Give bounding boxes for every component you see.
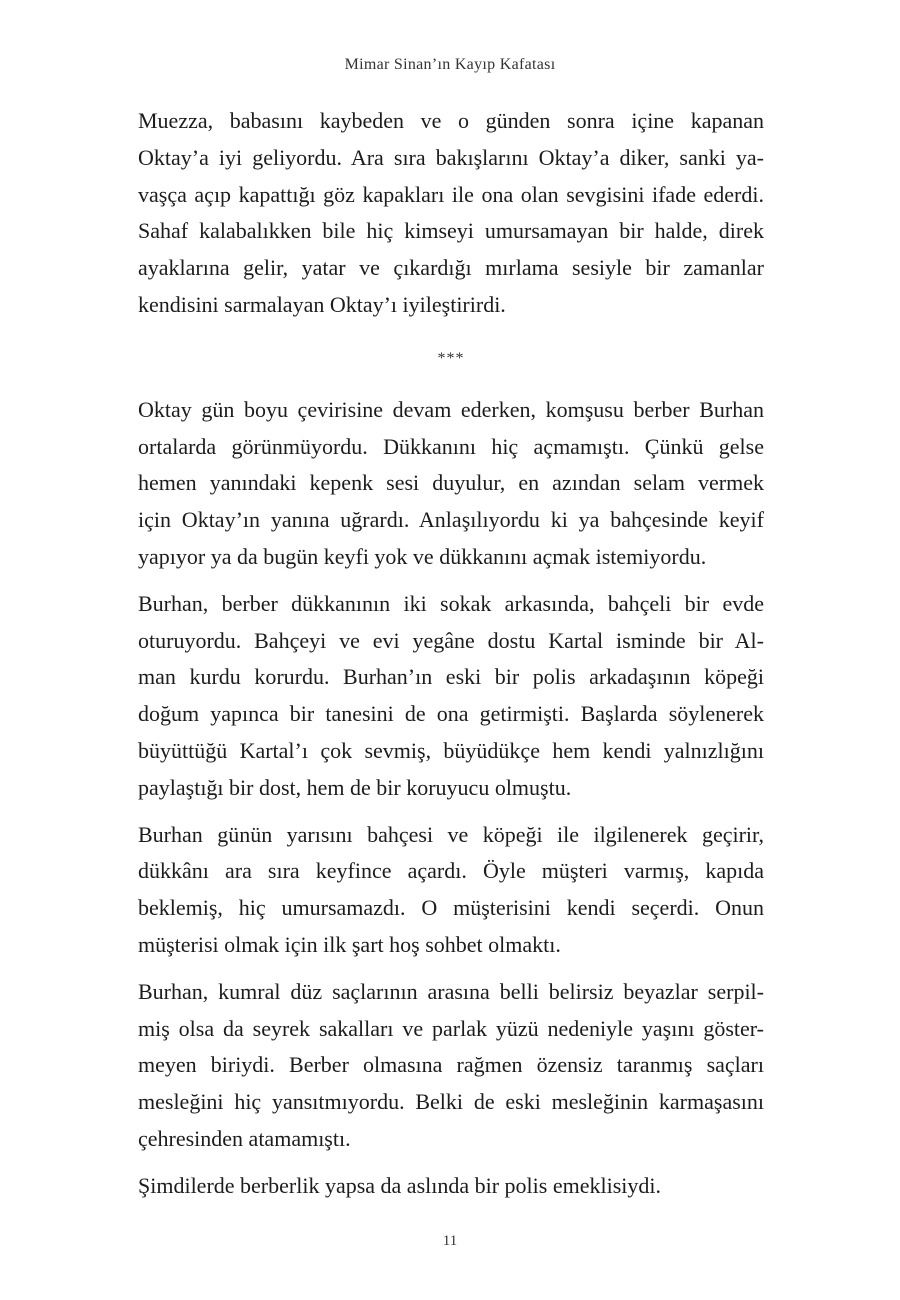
text-block-before-separator: [138, 103, 764, 324]
text-line: Burhan, kumral düz saçlarının arasına belli belirsiz beyazlar serpil-: [138, 978, 764, 1004]
text-line: Muezza, babasını kaybeden ve o günden sonra içine kapanan: [138, 108, 764, 133]
text-line: miş olsa da seyrek sakalları ve parlak yüzü nedeniyle yaşını göster-: [138, 1015, 764, 1041]
paragraph: [138, 392, 764, 576]
text-line: müşterisi olmak için ilk şart hoş sohbet olmaktı.: [138, 931, 561, 957]
page-number: 11: [442, 1233, 458, 1249]
text-line: Sahaf kalabalıkken bile hiç kimseyi umursamayan bir halde, direk: [138, 218, 764, 244]
body-text: [138, 103, 764, 1205]
text-line: man kurdu korurdu. Burhan’ın eski bir polis arkadaşının köpeği: [138, 664, 764, 690]
text-line: mesleğini hiç yansıtmıyordu. Belki de eski mesleğinin karmaşasını: [138, 1089, 764, 1115]
text-line: Oktay’a iyi geliyordu. Ara sıra bakışlarını Oktay’a diker, sanki ya-: [138, 144, 764, 170]
text-line: büyüttüğü Kartal’ı çok sevmiş, büyüdükçe hem kendi yalnızlığını: [138, 737, 764, 763]
text-line: Şimdilerde berberlik yapsa da aslında bir polis emeklisiydi.: [138, 1172, 661, 1198]
text-line: hemen yanındaki kepenk sesi duyulur, en azından selam vermek: [138, 470, 764, 496]
text-line: yapıyor ya da bugün keyfi yok ve dükkanını açmak istemiyordu.: [138, 543, 707, 569]
paragraph: [138, 103, 764, 324]
text-line: ayaklarına gelir, yatar ve çıkardığı mırlama sesiyle bir zamanlar: [138, 255, 764, 281]
text-line: için Oktay’ın yanına uğrardı. Anlaşılıyordu ki ya bahçesinde keyif: [138, 507, 764, 533]
text-block-after-separator: [138, 392, 764, 1205]
text-line: oturuyordu. Bahçeyi ve evi yegâne dostu Kartal isminde bir Al-: [138, 627, 764, 653]
paragraph-gap: [138, 964, 764, 974]
running-header: Mimar Sinan’ın Kayıp Kafatası: [344, 56, 556, 73]
paragraph-gap: [138, 807, 764, 817]
text-line: dükkânı ara sıra keyfince açardı. Öyle müşteri varmış, kapıda: [138, 858, 764, 884]
paragraph-gap: [138, 576, 764, 586]
text-line: çehresinden atamamıştı.: [138, 1125, 351, 1151]
text-line: beklemiş, hiç umursamazdı. O müşterisini kendi seçerdi. Onun: [138, 895, 764, 921]
paragraph: [138, 974, 764, 1158]
text-line: Oktay gün boyu çevirisine devam ederken, komşusu berber Burhan: [138, 396, 764, 422]
section-separator: ***: [437, 349, 465, 367]
text-line: meyen biriydi. Berber olmasına rağmen özensiz taranmış saçları: [138, 1052, 764, 1078]
paragraph: [138, 586, 764, 807]
paragraph: [138, 817, 764, 964]
text-line: Burhan, berber dükkanının iki sokak arkasında, bahçeli bir evde: [138, 590, 764, 616]
text-line: paylaştığı bir dost, hem de bir koruyucu olmuştu.: [138, 774, 572, 800]
text-line: doğum yapınca bir tanesini de ona getirmişti. Başlarda söylenerek: [138, 701, 764, 727]
text-line: kendisini sarmalayan Oktay’ı iyileştirirdi.: [138, 291, 506, 317]
text-line: Burhan günün yarısını bahçesi ve köpeği ile ilgilenerek geçirir,: [138, 821, 764, 847]
text-line: ortalarda görünmüyordu. Dükkanını hiç açmamıştı. Çünkü gelse: [138, 433, 764, 459]
paragraph-gap: [138, 1158, 764, 1168]
text-line: vaşça açıp kapattığı göz kapakları ile ona olan sevgisini ifade ederdi.: [138, 181, 764, 207]
paragraph: [138, 1168, 764, 1205]
